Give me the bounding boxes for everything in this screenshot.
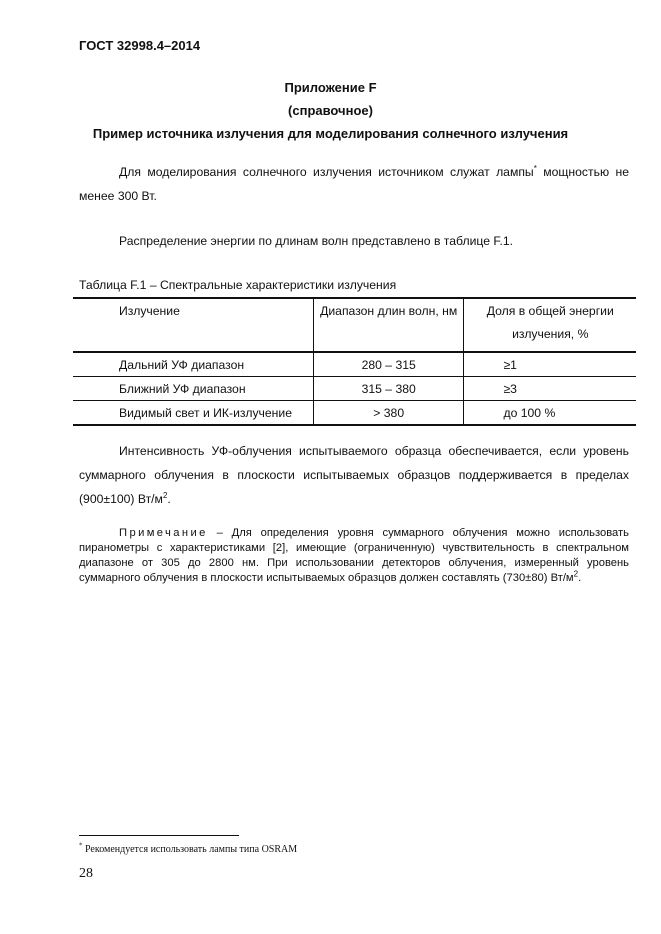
cell-radiation: Ближний УФ диапазон [73,377,313,401]
cell-radiation: Дальний УФ диапазон [73,352,313,377]
note-end: . [578,572,582,584]
appendix-heading: Пример источника излучения для моделирования солнечного излучения [92,126,569,141]
paragraph-lamps-text: Для моделирования солнечного излучения источником служат лампы [119,165,534,179]
unit-superscript: 2 [162,490,168,500]
footnote-mark: * [79,841,83,850]
paragraph-distribution [79,229,629,253]
document-standard-number: ГОСТ 32998.4–2014 [79,38,201,53]
cell-wavelength: 280 – 315 [313,352,464,377]
footnote-divider [79,835,239,836]
table-caption: Таблица F.1 – Спектральные характеристики излучения [79,278,397,292]
table-row [73,352,636,377]
table-header-row [73,298,636,352]
footnote-ref-mark: * [533,163,537,173]
cell-energy-share: до 100 % [464,401,636,426]
cell-energy-share: ≥3 [464,377,636,401]
header-energy-share: Доля в общей энергии излучения, % [464,298,636,352]
paragraph-lamps-tail: мощностью не менее 300 Вт. [79,165,630,203]
cell-energy-share: ≥1 [464,352,636,377]
cell-wavelength: > 380 [313,401,464,426]
cell-radiation: Видимый свет и ИК-излучение [73,401,313,426]
header-wavelength: Диапазон длин волн, нм [313,298,464,352]
paragraph-intensity-end: . [167,492,171,506]
footnote-text: Рекомендуется использовать лампы типа OSRAM [82,844,298,855]
note-text: – Для определения уровня суммарного облучения можно использовать пиранометры с характеристиками [2], имеющие (ограниченную) чувствительность в спектральном диапазоне от 305 до 2800 нм. При использовании детекторов облучения, измеренный уровень суммарного облучения в плоскости испытываемых образцов должен составлять (730±80) Вт/м [79,527,629,584]
footnote [79,841,298,855]
table-row [73,377,636,401]
appendix-type: (справочное) [288,103,373,118]
appendix-title: Приложение F [284,80,377,95]
note-block [79,526,629,586]
cell-wavelength: 315 – 380 [313,377,464,401]
paragraph-intensity [79,439,629,511]
paragraph-lamps [79,160,629,208]
paragraph-intensity-text: Интенсивность УФ-облучения испытываемого образца обеспечивается, если уровень суммарного облучения в плоскости испытываемых образцов поддерживается в пределах (900±100) Вт/м [79,444,629,506]
spectral-table [73,297,636,426]
header-radiation: Излучение [73,298,313,352]
paragraph-distribution-text: Распределение энергии по длинам волн представлено в таблице F.1. [119,234,514,248]
note-label: Примечание [119,527,208,539]
note-unit-superscript: 2 [573,569,579,579]
table-row [73,401,636,426]
page-number: 28 [79,866,93,881]
